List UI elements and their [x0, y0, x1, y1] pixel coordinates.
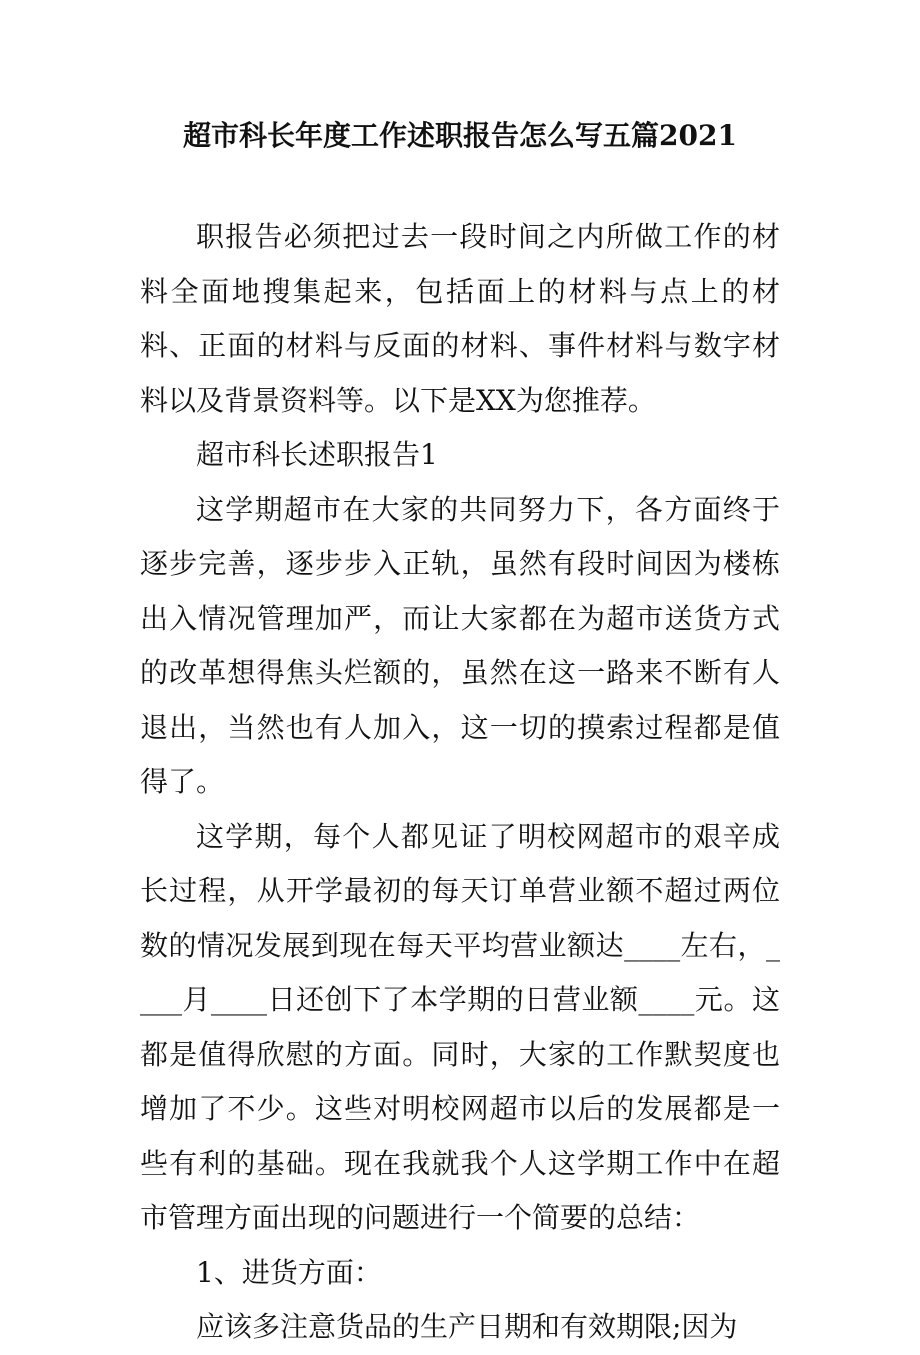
body-paragraph: 这学期，每个人都见证了明校网超市的艰辛成长过程，从开学最初的每天订单营业额不超过两位数的情况发展到现在每天平均营业额达____左右，____月____日还创下了本学期的日营业额____元。这都是值得欣慰的方面。同时，大家的工作默契度也增加了不少。这些对明校网超市以后的发展都是一些有利的基础。现在我就我个人这学期工作中在超市管理方面出现的问题进行一个简要的总结： [140, 819, 780, 1234]
body-paragraph: 这学期超市在大家的共同努力下，各方面终于逐步完善，逐步步入正轨，虽然有段时间因为楼栋出入情况管理加严，而让大家都在为超市送货方式的改革想得焦头烂额的，虽然在这一路来不断有人退出，当然也有人加入，这一切的摸索过程都是值得了。 [140, 492, 780, 798]
document-body [140, 210, 780, 1355]
body-paragraph: 应该多注意货品的生产日期和有效期限;因为 [196, 1310, 738, 1343]
intro-paragraph: 职报告必须把过去一段时间之内所做工作的材料全面地搜集起来，包括面上的材料与点上的材料、正面的材料与反面的材料、事件材料与数字材料以及背景资料等。以下是XX为您推荐。 [140, 220, 780, 417]
document-title: 超市科长年度工作述职报告怎么写五篇2021 [183, 119, 737, 152]
section-heading: 超市科长述职报告1 [196, 438, 438, 471]
list-heading: 1、进货方面： [196, 1255, 382, 1289]
